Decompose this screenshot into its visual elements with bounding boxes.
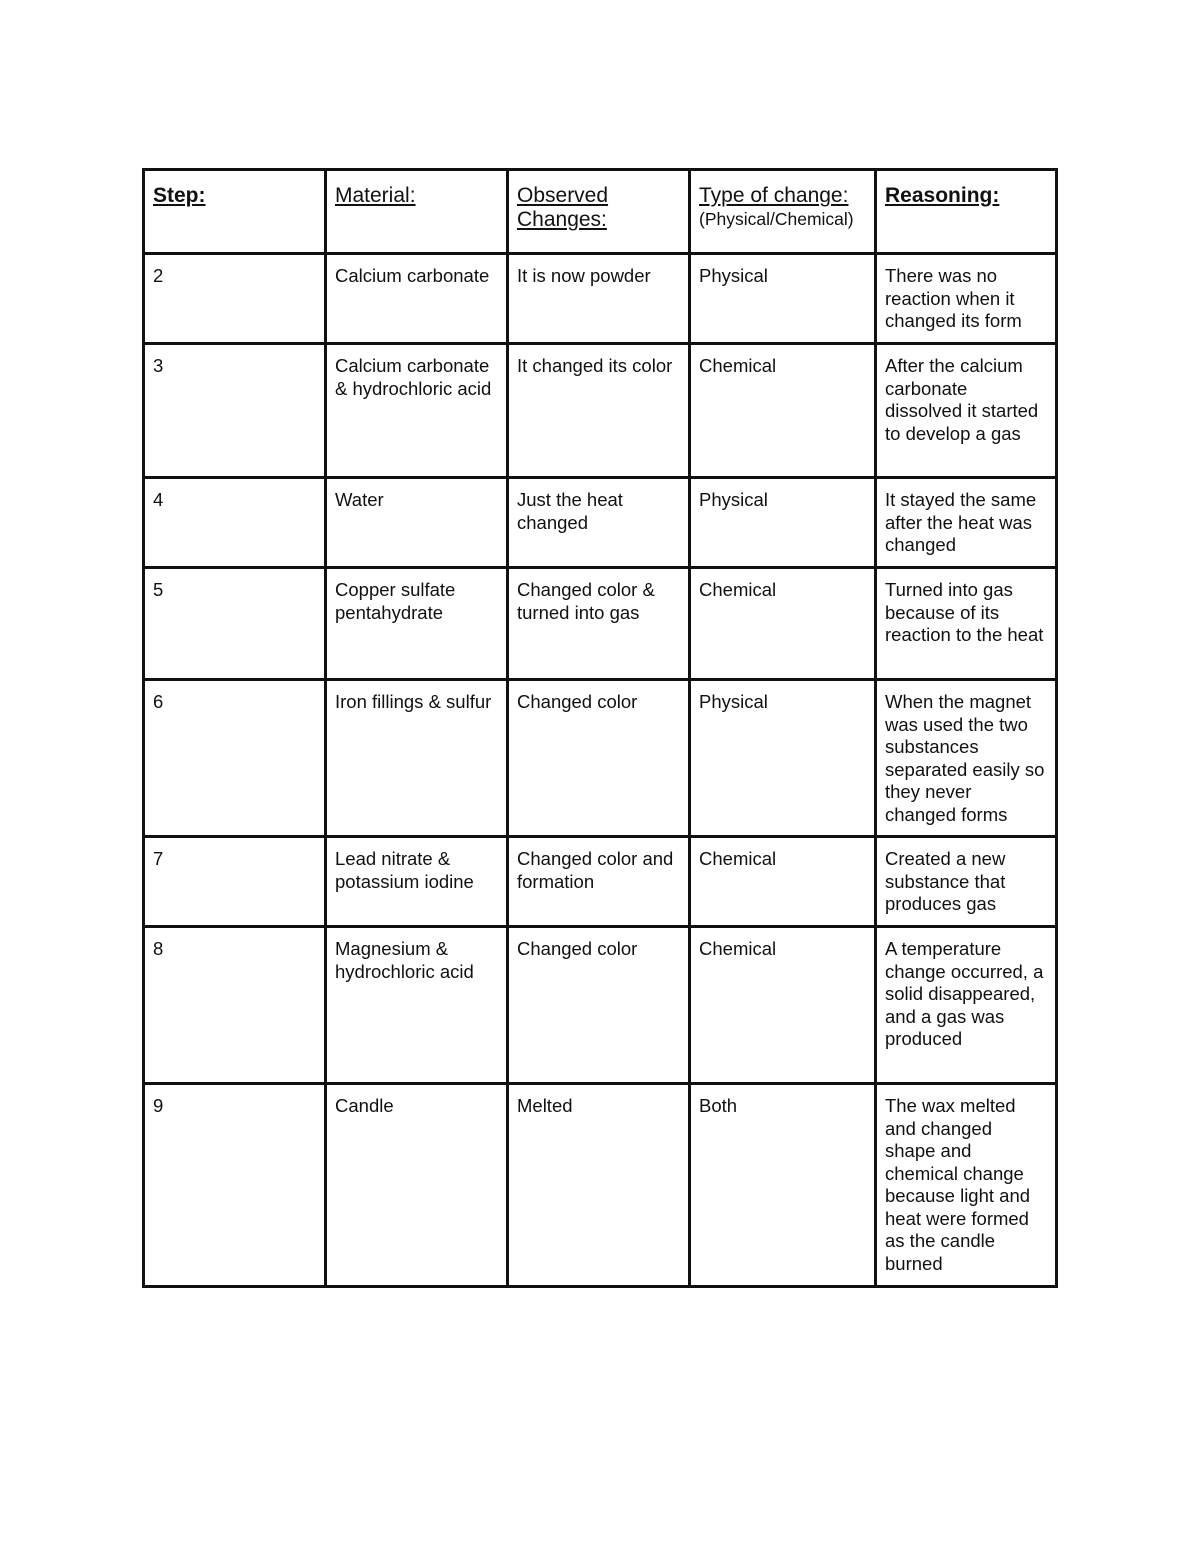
table-row <box>144 344 1057 478</box>
cell-reasoning: After the calcium carbonate dissolved it started to develop a gas <box>876 344 1057 478</box>
cell-material: Copper sulfate pentahydrate <box>326 568 508 680</box>
table-header-row <box>144 170 1057 254</box>
cell-type: Both <box>690 1084 876 1287</box>
cell-observed: It changed its color <box>508 344 690 478</box>
cell-reasoning: The wax melted and changed shape and chemical change because light and heat were formed as the candle burned <box>876 1084 1057 1287</box>
cell-observed: Changed color & turned into gas <box>508 568 690 680</box>
table-row <box>144 478 1057 568</box>
cell-reasoning: There was no reaction when it changed its form <box>876 254 1057 344</box>
cell-material: Magnesium & hydrochloric acid <box>326 927 508 1084</box>
header-reasoning <box>876 170 1057 254</box>
cell-step: 5 <box>144 568 326 680</box>
cell-reasoning: Created a new substance that produces gas <box>876 837 1057 927</box>
header-material-label: Material: <box>335 184 416 207</box>
cell-step: 2 <box>144 254 326 344</box>
header-reasoning-label: Reasoning: <box>885 184 1000 207</box>
header-material <box>326 170 508 254</box>
cell-material: Calcium carbonate <box>326 254 508 344</box>
cell-step: 9 <box>144 1084 326 1287</box>
table-row <box>144 568 1057 680</box>
table-row <box>144 1084 1057 1287</box>
cell-step: 8 <box>144 927 326 1084</box>
cell-observed: Melted <box>508 1084 690 1287</box>
header-type-sublabel: (Physical/Chemical) <box>699 209 854 229</box>
cell-reasoning: It stayed the same after the heat was changed <box>876 478 1057 568</box>
cell-type: Chemical <box>690 837 876 927</box>
header-step-label: Step: <box>153 184 206 207</box>
cell-step: 4 <box>144 478 326 568</box>
header-type-label: Type of change: <box>699 184 849 207</box>
cell-type: Chemical <box>690 568 876 680</box>
cell-observed: Changed color <box>508 680 690 837</box>
header-step <box>144 170 326 254</box>
cell-observed: It is now powder <box>508 254 690 344</box>
cell-reasoning: When the magnet was used the two substances separated easily so they never changed forms <box>876 680 1057 837</box>
cell-observed: Just the heat changed <box>508 478 690 568</box>
header-type <box>690 170 876 254</box>
cell-type: Chemical <box>690 344 876 478</box>
cell-step: 6 <box>144 680 326 837</box>
table-row <box>144 927 1057 1084</box>
cell-reasoning: A temperature change occurred, a solid disappeared, and a gas was produced <box>876 927 1057 1084</box>
cell-observed: Changed color <box>508 927 690 1084</box>
cell-reasoning: Turned into gas because of its reaction to the heat <box>876 568 1057 680</box>
header-observed-label: Observed Changes: <box>517 184 609 231</box>
cell-type: Physical <box>690 478 876 568</box>
cell-type: Chemical <box>690 927 876 1084</box>
cell-step: 7 <box>144 837 326 927</box>
cell-observed: Changed color and formation <box>508 837 690 927</box>
cell-material: Water <box>326 478 508 568</box>
header-observed <box>508 170 690 254</box>
changes-table <box>142 168 1058 1288</box>
cell-step: 3 <box>144 344 326 478</box>
table-row <box>144 680 1057 837</box>
cell-type: Physical <box>690 680 876 837</box>
cell-type: Physical <box>690 254 876 344</box>
table-row <box>144 837 1057 927</box>
cell-material: Iron fillings & sulfur <box>326 680 508 837</box>
cell-material: Lead nitrate & potassium iodine <box>326 837 508 927</box>
table-row <box>144 254 1057 344</box>
cell-material: Calcium carbonate & hydrochloric acid <box>326 344 508 478</box>
cell-material: Candle <box>326 1084 508 1287</box>
